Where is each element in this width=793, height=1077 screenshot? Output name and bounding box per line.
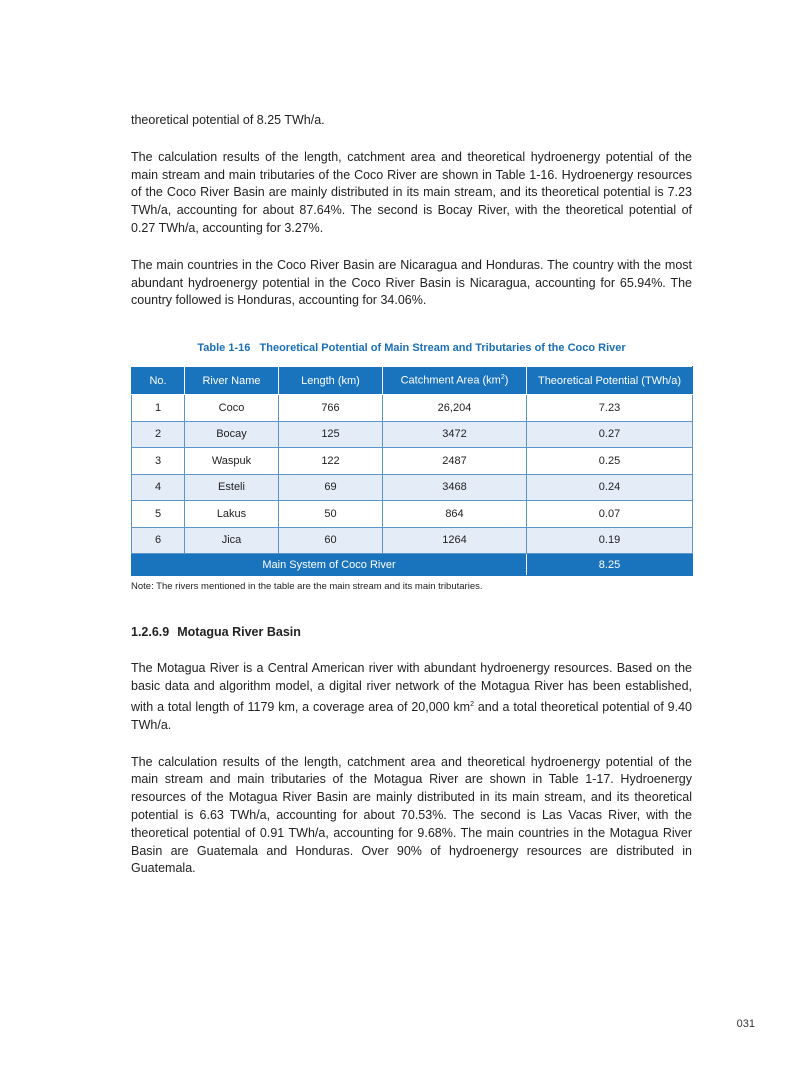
cell-no: 5 <box>132 501 185 528</box>
table-caption-title: Theoretical Potential of Main Stream and Tributaries of the Coco River <box>259 342 626 355</box>
cell-river-name: Esteli <box>185 474 279 501</box>
table-row <box>132 448 693 475</box>
cell-potential: 0.25 <box>527 448 693 475</box>
cell-length: 125 <box>279 421 383 448</box>
paragraph-continuation: theoretical potential of 8.25 TWh/a. <box>131 113 325 127</box>
cell-catchment-area: 3472 <box>383 421 527 448</box>
page-number: 031 <box>736 1018 755 1030</box>
paragraph-motagua-results: The calculation results of the length, catchment area and theoretical hydroenergy potential of the main stream and main tributaries of the Motagua River are shown in Table 1-17. Hydroenergy resources of the Motagua River Basin are mainly distributed in its main stream, and its theoretical potential is 6.63 TWh/a, accounting for about 70.53%. The second is Las Vacas River, with the theoretical potential of 0.91 TWh/a, accounting for 9.68%. The main countries in the Motagua River Basin are Guatemala and Honduras. Over 90% of hydroenergy resources are distributed in Guatemala. <box>131 754 692 876</box>
cell-potential: 0.19 <box>527 527 693 554</box>
table-note: Note: The rivers mentioned in the table are the main stream and its main tributaries. <box>131 581 483 593</box>
paragraph-motagua-overview: The Motagua River is a Central American river with abundant hydroenergy resources. Based on the basic data and algorithm model, a digital river network of the Motagua River has been established, with a total length of 1179 km, a coverage area of 20,000 $km^2$ and a total theoretical potential of 9.40 TWh/a. <box>131 661 692 732</box>
table-row <box>132 501 693 528</box>
cell-potential: 0.24 <box>527 474 693 501</box>
cell-length: 766 <box>279 395 383 422</box>
cell-river-name: Lakus <box>185 501 279 528</box>
cell-potential: 0.07 <box>527 501 693 528</box>
cell-river-name: Bocay <box>185 421 279 448</box>
header-catchment-area: Catchment Area $(km^2)$ <box>383 367 527 395</box>
cell-river-name: Coco <box>185 395 279 422</box>
total-value: 8.25 <box>527 554 693 576</box>
cell-catchment-area: 26,204 <box>383 395 527 422</box>
cell-no: 4 <box>132 474 185 501</box>
cell-river-name: Jica <box>185 527 279 554</box>
table-total-row <box>132 554 693 576</box>
section-number: 1.2.6.9 <box>131 625 170 640</box>
cell-length: 122 <box>279 448 383 475</box>
table-row <box>132 527 693 554</box>
table-header-row <box>132 367 693 395</box>
table-row <box>132 421 693 448</box>
cell-no: 6 <box>132 527 185 554</box>
section-heading <box>131 624 692 640</box>
page-content <box>131 112 692 878</box>
table-caption <box>131 341 692 355</box>
cell-potential: 7.23 <box>527 395 693 422</box>
cell-catchment-area: 3468 <box>383 474 527 501</box>
section-title: Motagua River Basin <box>177 625 301 640</box>
table-row <box>132 474 693 501</box>
cell-length: 69 <box>279 474 383 501</box>
cell-potential: 0.27 <box>527 421 693 448</box>
cell-river-name: Waspuk <box>185 448 279 475</box>
cell-catchment-area: 1264 <box>383 527 527 554</box>
table-caption-number: Table 1-16 <box>197 342 251 355</box>
cell-no: 2 <box>132 421 185 448</box>
cell-length: 60 <box>279 527 383 554</box>
header-no: No. <box>132 367 185 395</box>
cell-no: 3 <box>132 448 185 475</box>
paragraph-coco-countries: The main countries in the Coco River Basin are Nicaragua and Honduras. The country with the most abundant hydroenergy potential in the Coco River Basin is Nicaragua, accounting for 65.94%. The country followed is Honduras, accounting for 34.06%. <box>131 257 692 308</box>
paragraph-coco-results: The calculation results of the length, catchment area and theoretical hydroenergy potential of the main stream and main tributaries of the Coco River are shown in Table 1-16. Hydroenergy resources of the Coco River Basin are mainly distributed in its main stream, and its theoretical potential is 7.23 TWh/a, accounting for about 87.64%. The second is Bocay River, with the theoretical potential of 0.27 TWh/a, accounting for 3.27%. <box>131 149 692 235</box>
cell-catchment-area: 864 <box>383 501 527 528</box>
header-length: Length (km) <box>279 367 383 395</box>
header-river-name: River Name <box>185 367 279 395</box>
cell-catchment-area: 2487 <box>383 448 527 475</box>
table-row <box>132 395 693 422</box>
header-theoretical-potential: Theoretical Potential (TWh/a) <box>527 367 693 395</box>
cell-length: 50 <box>279 501 383 528</box>
cell-no: 1 <box>132 395 185 422</box>
total-label: Main System of Coco River <box>132 554 527 576</box>
coco-river-table <box>131 366 693 576</box>
